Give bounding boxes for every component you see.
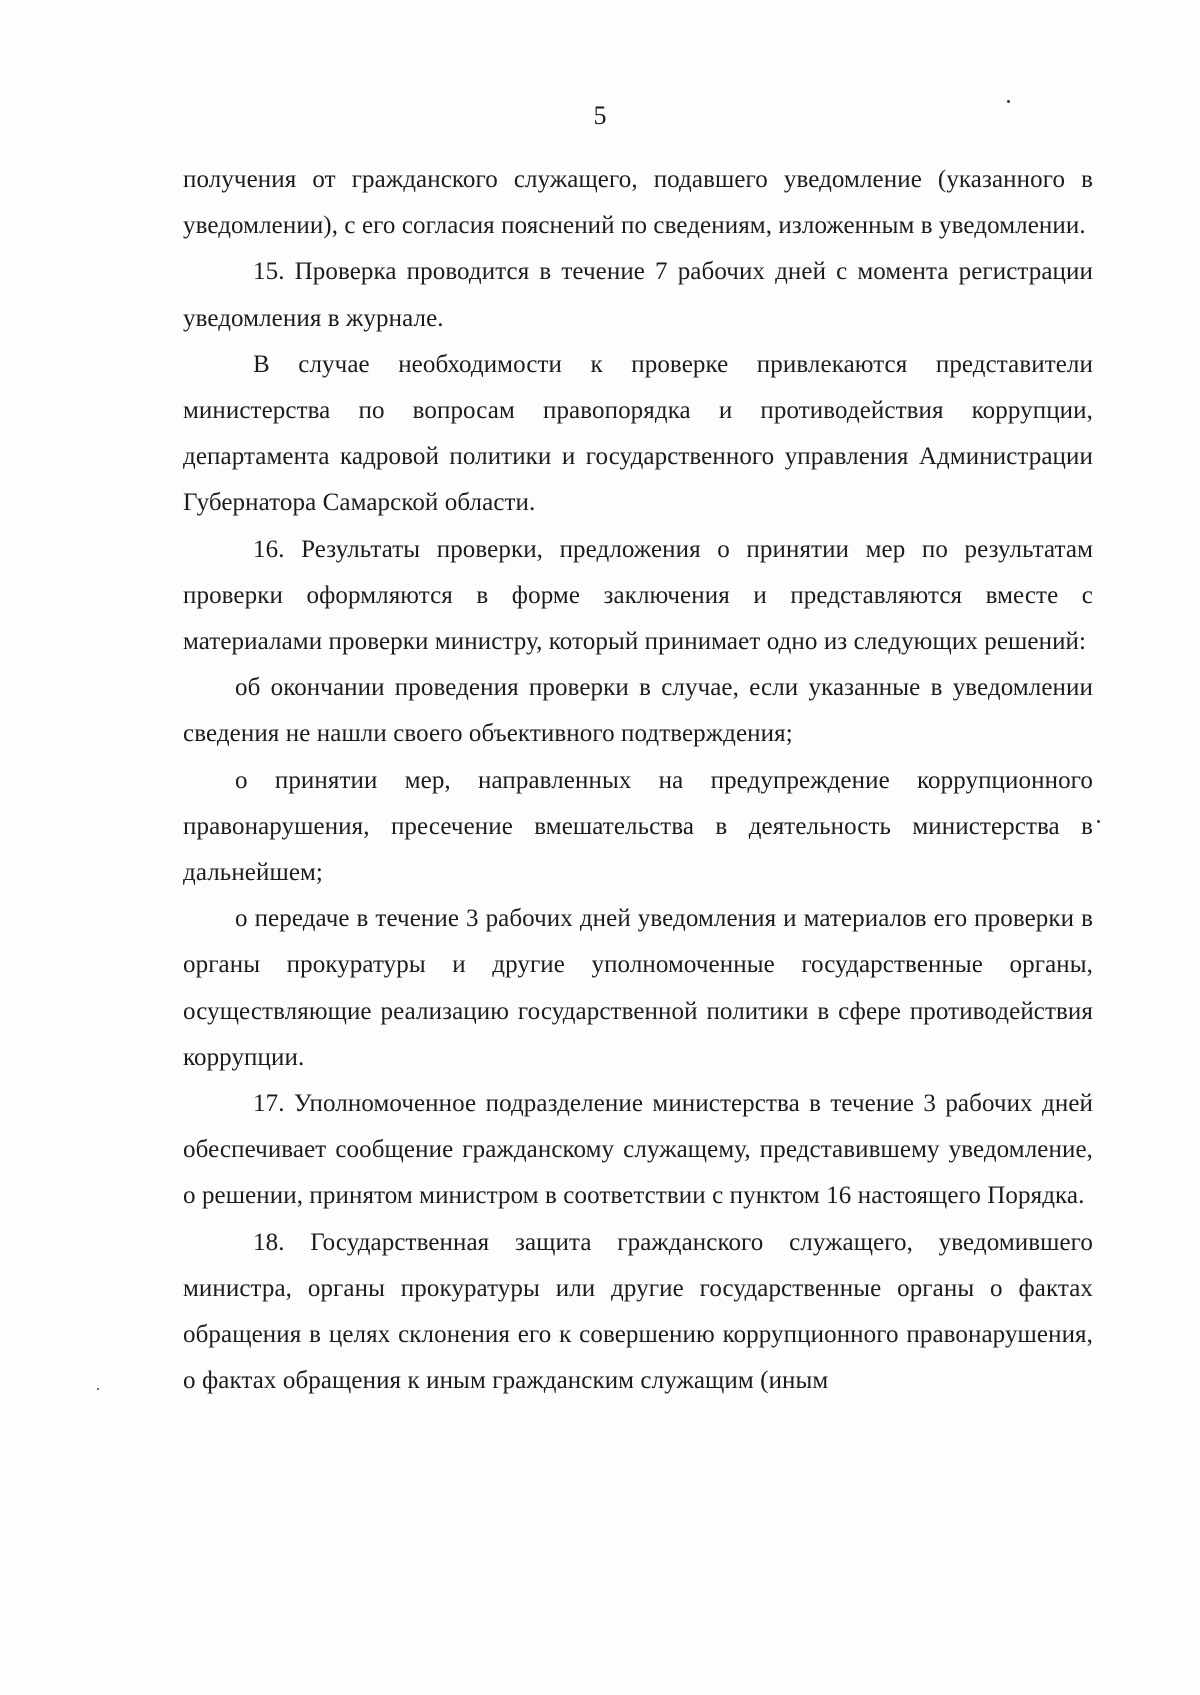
paragraph-18: 18. Государственная защита гражданского служащего, уведомившего министра, органы прокуратуры или другие государственные органы о фактах обращения в целях склонения его к совершению коррупционного правонарушения, о фактах обращения к иным гражданским служащим (иным <box>183 1228 1093 1395</box>
paragraph-16: 16. Результаты проверки, предложения о принятии мер по результатам проверки оформляются в форме заключения и представляются вместе с материалами проверки министру, который принимает одно из следующих решений: <box>183 535 1093 656</box>
paragraph-16-option-3: о передаче в течение 3 рабочих дней уведомления и материалов его проверки в органы прокуратуры и другие уполномоченные государственные органы, осуществляющие реализацию государственной политики в сфере противодействия коррупции. <box>183 905 1093 1071</box>
paragraph-continuation: получения от гражданского служащего, подавшего уведомление (указанного в уведомлении), с его согласия пояснений по сведениям, изложенным в уведомлении. <box>183 166 1093 240</box>
paragraph-15: 15. Проверка проводится в течение 7 рабочих дней с момента регистрации уведомления в журнале. <box>183 258 1093 332</box>
paragraph-16-option-1: об окончании проведения проверки в случае, если указанные в уведомлении сведения не нашли своего объективного подтверждения; <box>183 674 1093 748</box>
page-number: 5 <box>593 101 607 130</box>
paragraph-16-option-2: о принятии мер, направленных на предупреждение коррупционного правонарушения, пресечение вмешательства в деятельность министерства в дальнейшем; <box>183 766 1093 887</box>
scan-speck <box>1007 100 1010 103</box>
document-body <box>183 157 1093 1404</box>
scan-speck <box>97 1388 99 1390</box>
scan-speck <box>1097 820 1100 823</box>
paragraph-17: 17. Уполномоченное подразделение министерства в течение 3 рабочих дней обеспечивает сообщение гражданскому служащему, представившему уведомление, о решении, принятом министром в соответствии с пунктом 16 настоящего Порядка. <box>183 1090 1093 1210</box>
paragraph-15-extra: В случае необходимости к проверке привлекаются представители министерства по вопросам правопорядка и противодействия коррупции, департамента кадровой политики и государственного управления Администрации Губернатора Самарской области. <box>183 350 1093 517</box>
